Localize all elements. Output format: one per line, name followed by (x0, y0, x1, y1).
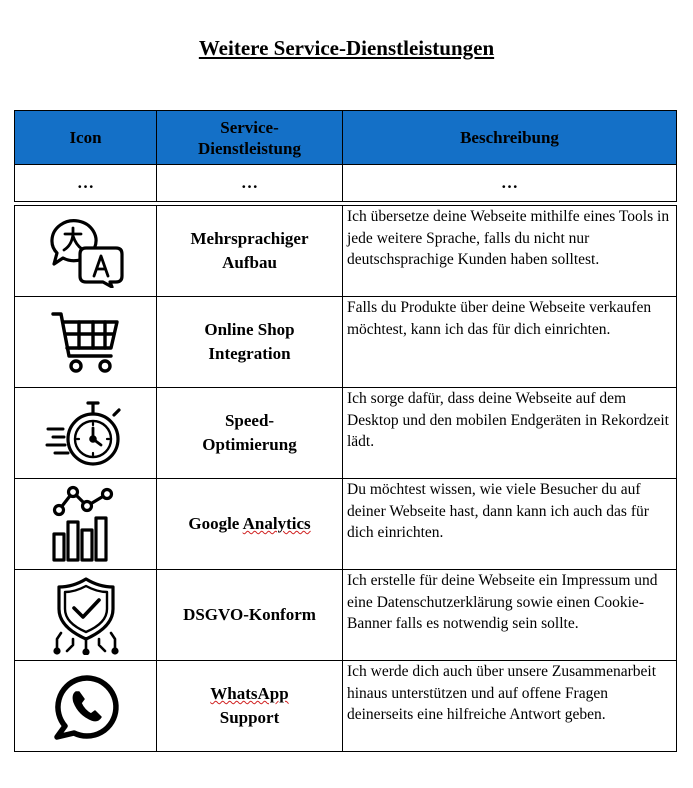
table-header-row (15, 111, 677, 165)
placeholder-cell: … (157, 165, 343, 202)
table-row (15, 297, 677, 388)
analytics-chart-icon (49, 484, 123, 564)
shopping-cart-icon (49, 308, 123, 376)
table-row (15, 570, 677, 661)
header-service-line2: Dienstleistung (198, 138, 301, 158)
page-title: Weitere Service-Dienstleistungen (198, 36, 495, 60)
service-description: Ich sorge dafür, dass deine Webseite auf dem Desktop und den mobilen Endgeräten in Rekordzeit lädt. (343, 388, 677, 479)
service-description: Du möchtest wissen, wie viele Besucher du auf deiner Webseite hast, dann kann ich auch das für dich einrichten. (343, 479, 677, 570)
placeholder-row (15, 165, 677, 202)
header-service-line1: Service- (220, 117, 279, 137)
table-row (15, 479, 677, 570)
translate-icon (46, 214, 126, 288)
stopwatch-icon (45, 395, 127, 471)
header-description: Beschreibung (343, 111, 677, 165)
placeholder-cell: … (15, 165, 157, 202)
service-name-line: WhatsApp (210, 684, 289, 703)
service-description: Falls du Produkte über deine Webseite verkaufen möchtest, kann ich das für dich einrichten. (343, 297, 677, 388)
service-name-line: DSGVO-Konform (183, 605, 316, 624)
service-name-word: Google (188, 514, 240, 533)
service-name-line: Support (219, 708, 280, 727)
shield-check-icon (53, 575, 119, 655)
service-name-line: Integration (208, 344, 291, 363)
service-name-line: Mehrsprachiger (190, 229, 309, 248)
service-name-line: Aufbau (222, 253, 277, 272)
service-name-line: Speed- (224, 411, 275, 430)
service-name-word: Analytics (242, 514, 311, 533)
service-description: Ich werde dich auch über unsere Zusammenarbeit hinaus unterstützen und auf offene Fragen deinerseits eine hilfreiche Antwort geben. (343, 661, 677, 752)
service-name-line: Optimierung (202, 435, 297, 454)
placeholder-cell: … (343, 165, 677, 202)
table-row (15, 206, 677, 297)
table-row (15, 661, 677, 752)
service-description: Ich erstelle für deine Webseite ein Impressum und eine Datenschutzerklärung sowie einen Cookie-Banner falls es notwendig sein sollte. (343, 570, 677, 661)
table-row (15, 388, 677, 479)
service-description: Ich übersetze deine Webseite mithilfe eines Tools in jede weitere Sprache, falls du nicht nur deutschsprachige Kunden haben solltest. (343, 206, 677, 297)
whatsapp-icon (51, 671, 121, 741)
header-service (157, 111, 343, 165)
header-icon: Icon (15, 111, 157, 165)
service-name-line: Online Shop (204, 320, 295, 339)
services-table (14, 110, 677, 752)
